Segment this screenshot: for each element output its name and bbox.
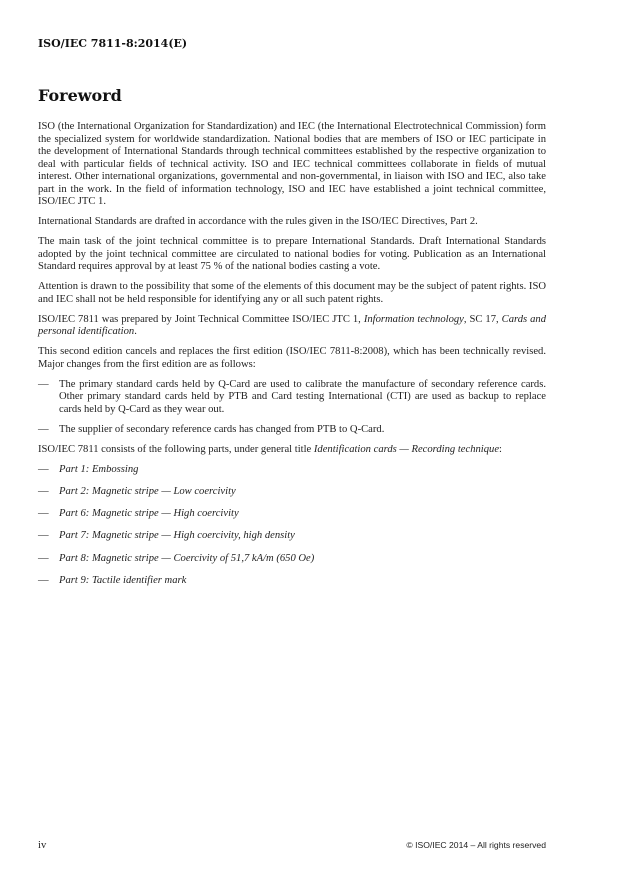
document-id-header: ISO/IEC 7811-8:2014(E)	[38, 37, 188, 50]
part-list-item	[38, 508, 546, 521]
list-dash: —	[38, 508, 49, 520]
paragraph-edition-note: This second edition cancels and replaces the first edition (ISO/IEC 7811-8:2008), which has been technically revised. Major changes from the first edition are as follows:	[38, 346, 546, 370]
parts-intro-end: :	[499, 443, 502, 455]
part-list-item	[38, 486, 546, 499]
part-title: Part 6: Magnetic stripe — High coercivity	[59, 508, 239, 520]
page-number: iv	[38, 840, 47, 851]
list-dash: —	[38, 423, 49, 435]
paragraph-parts-intro	[38, 444, 546, 457]
change-item	[38, 379, 546, 417]
list-dash: —	[38, 463, 49, 475]
part-list-item	[38, 553, 546, 566]
part-list-item	[38, 530, 546, 543]
paragraph-iso-iec-intro: ISO (the International Organization for Standardization) and IEC (the International Electrotechnical Commission) form the specialized system for worldwide standardization. National bodies that are members of ISO or IEC participate in the development of International Standards through technical committees established by the respective organization to deal with particular fields of technical activity. ISO and IEC technical committees collaborate in fields of mutual interest. Other international organizations, governmental and non-governmental, in liaison with ISO and IEC, also take part in the work. In the field of information technology, ISO and IEC have established a joint technical committee, ISO/IEC JTC 1.	[38, 121, 546, 207]
prepared-by-end: .	[134, 326, 137, 337]
committee-title: Information technology	[363, 313, 464, 325]
part-title: Part 7: Magnetic stripe — High coercivity, high density	[59, 530, 295, 542]
change-text: The primary standard cards held by Q-Card are used to calibrate the manufacture of secondary reference cards. Other primary standard cards held by PTB and Card testing International (CTI) are used as backup to replace cards held by Q-Card as they wear out.	[59, 378, 546, 415]
parts-intro-text: ISO/IEC 7811 consists of the following parts, under general title	[38, 443, 314, 455]
prepared-by-middle: , SC 17,	[463, 313, 502, 325]
foreword-body	[38, 121, 546, 597]
list-dash: —	[38, 574, 49, 586]
prepared-by-text: ISO/IEC 7811 was prepared by Joint Technical Committee ISO/IEC JTC 1,	[38, 313, 364, 325]
part-title: Part 2: Magnetic stripe — Low coercivity	[59, 485, 236, 497]
part-title: Part 9: Tactile identifier mark	[59, 574, 187, 586]
paragraph-main-task: The main task of the joint technical committee is to prepare International Standards. Draft International Standards adopted by the joint technical committee are circulated to national bodies for voting. Publication as an International Standard requires approval by at least 75 % of the national bodies casting a vote.	[38, 236, 546, 272]
part-title: Part 1: Embossing	[59, 463, 139, 475]
page-title: Foreword	[38, 86, 122, 105]
paragraph-prepared-by	[38, 314, 546, 339]
part-title: Part 8: Magnetic stripe — Coercivity of 51,7 kA/m (650 Oe)	[59, 552, 315, 564]
subcommittee-title: Cards and personal identification	[38, 313, 546, 337]
copyright-notice: © ISO/IEC 2014 – All rights reserved	[406, 840, 546, 850]
list-dash: —	[38, 485, 49, 497]
list-dash: —	[38, 378, 49, 390]
paragraph-patent-rights: Attention is drawn to the possibility that some of the elements of this document may be the subject of patent rights. ISO and IEC shall not be held responsible for identifying any or all such patent rights.	[38, 281, 546, 305]
paragraph-directives: International Standards are drafted in accordance with the rules given in the ISO/IEC Directives, Part 2.	[38, 216, 478, 227]
part-list-item	[38, 464, 546, 477]
list-dash: —	[38, 552, 49, 564]
general-title: Identification cards — Recording technique	[313, 443, 500, 455]
change-text: The supplier of secondary reference cards has changed from PTB to Q-Card.	[59, 423, 385, 435]
change-item	[38, 424, 546, 437]
list-dash: —	[38, 530, 49, 542]
part-list-item	[38, 575, 546, 588]
